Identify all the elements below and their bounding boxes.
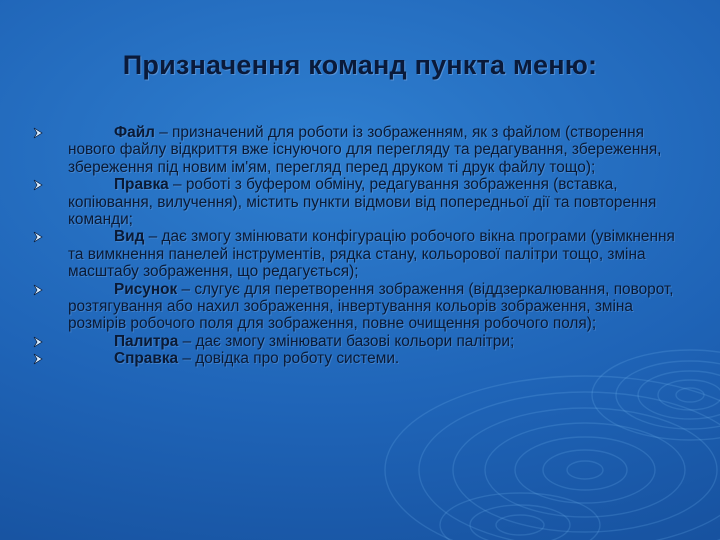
arrowhead-bullet-icon bbox=[32, 179, 44, 191]
menu-term: Файл bbox=[114, 124, 155, 141]
menu-term: Палитра bbox=[114, 332, 179, 350]
menu-description: – дає змогу змінювати конфігурацію робочого вікна програми (увімкнення та вимкнення панелей інструментів, рядка стану, кольорової палітри тощо, зміна масштабу зображення, що редагується); bbox=[68, 228, 675, 281]
list-item bbox=[0, 176, 720, 228]
arrowhead-bullet-icon bbox=[32, 231, 44, 243]
menu-description: – довідка про роботу системи. bbox=[178, 350, 400, 368]
menu-term: Справка bbox=[114, 350, 179, 368]
list-item bbox=[0, 281, 720, 333]
menu-description: – дає змогу змінювати базові кольори палітри; bbox=[178, 332, 515, 350]
menu-description: – роботі з буфером обміну, редагування зображення (вставка, копіювання, вилучення), містить пункти відмови від попередньої дії та повторення команди; bbox=[68, 176, 657, 229]
menu-description: – призначений для роботи із зображенням, як з файлом (створення нового файлу відкриття вже існуючого для перегляду та редагування, збереження, збереження під новим ім'ям, перегляд перед друком ті друк файлу тощо); bbox=[68, 124, 662, 176]
arrowhead-bullet-icon bbox=[32, 284, 44, 296]
slide-title: Призначення команд пункта меню: bbox=[122, 50, 598, 80]
list-item bbox=[0, 350, 720, 367]
menu-term: Правка bbox=[114, 176, 169, 194]
arrowhead-bullet-icon bbox=[32, 353, 44, 365]
menu-term: Вид bbox=[114, 228, 145, 246]
menu-description: – слугує для перетворення зображення (віддзеркалювання, поворот, розтягування або нахил зображення, інвертування кольорів зображення, зміна розмірів робочого поля для зображення, повне очищення робочого поля); bbox=[68, 280, 674, 333]
arrowhead-bullet-icon bbox=[32, 127, 44, 139]
menu-term: Рисунок bbox=[114, 280, 178, 298]
list-item bbox=[0, 124, 720, 176]
arrowhead-bullet-icon bbox=[32, 336, 44, 348]
list-item bbox=[0, 333, 720, 350]
menu-items-list bbox=[0, 124, 720, 368]
list-item bbox=[0, 228, 720, 280]
